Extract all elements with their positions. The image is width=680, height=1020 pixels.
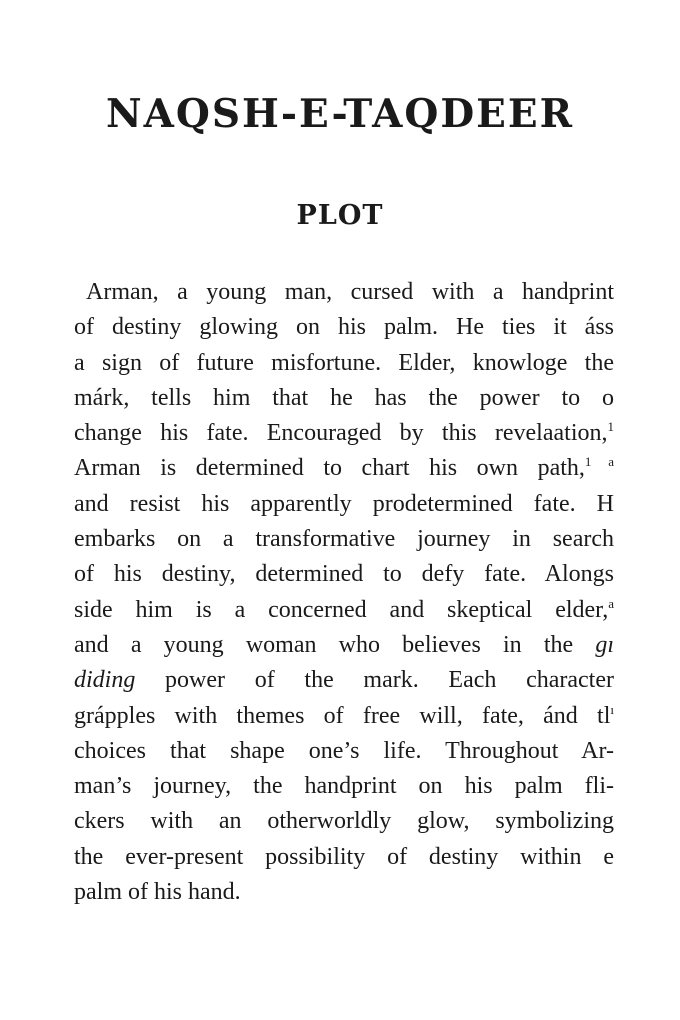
- footnote-marker: 1: [607, 419, 614, 435]
- paragraph-line: and resist his apparently prodetermined fate. H: [74, 490, 614, 517]
- document-title: NAQSH-E-TAQDEER: [105, 91, 575, 137]
- italic-word: gı: [595, 631, 614, 658]
- paragraph-line: and a young woman who believes in the gı: [74, 631, 614, 658]
- paragraph-line: Arman is determined to chart his own path,$^{1 a}$: [74, 454, 614, 482]
- paragraph-line: embarks on a transformative journey in search: [74, 526, 614, 553]
- paragraph-line: Arman, a young man, cursed with a handprint: [86, 279, 614, 305]
- paragraph-line: palm of his hand.: [74, 879, 241, 906]
- paragraph-line: a sign of future misfortune. Elder, knowloge the: [74, 349, 614, 376]
- paragraph-line: márk, tells him that he has the power to o: [74, 384, 614, 411]
- paragraph-line: side him is a concerned and skeptical elder,$^a$: [74, 595, 614, 623]
- paragraph-line: of his destiny, determined to defy fate. Alongs: [74, 561, 614, 588]
- paragraph-line: man’s journey, the handprint on his palm fli-: [74, 773, 614, 800]
- paragraph-line: the ever-present possibility of destiny within e: [74, 843, 614, 870]
- paragraph-line: ckers with an otherworldly glow, symbolizing: [74, 808, 614, 835]
- plot-paragraph: [74, 275, 614, 910]
- section-heading: PLOT: [296, 200, 384, 231]
- paragraph-line: change his fate. Encouraged by this revelaation,$^1$: [74, 419, 614, 447]
- paragraph-line: diding power of the mark. Each character: [74, 667, 614, 694]
- paragraph-line: grápples with themes of free will, fate, ánd $tl^ı$: [74, 701, 614, 729]
- paragraph-line: choices that shape one’s life. Throughout Ar-: [74, 737, 614, 764]
- footnote-marker: ı: [610, 701, 614, 717]
- italic-word: diding: [74, 667, 136, 694]
- footnote-marker: a: [608, 595, 614, 611]
- footnote-marker: 1 a: [584, 454, 614, 470]
- paragraph-line: of destiny glowing on his palm. He ties it áss: [74, 314, 614, 341]
